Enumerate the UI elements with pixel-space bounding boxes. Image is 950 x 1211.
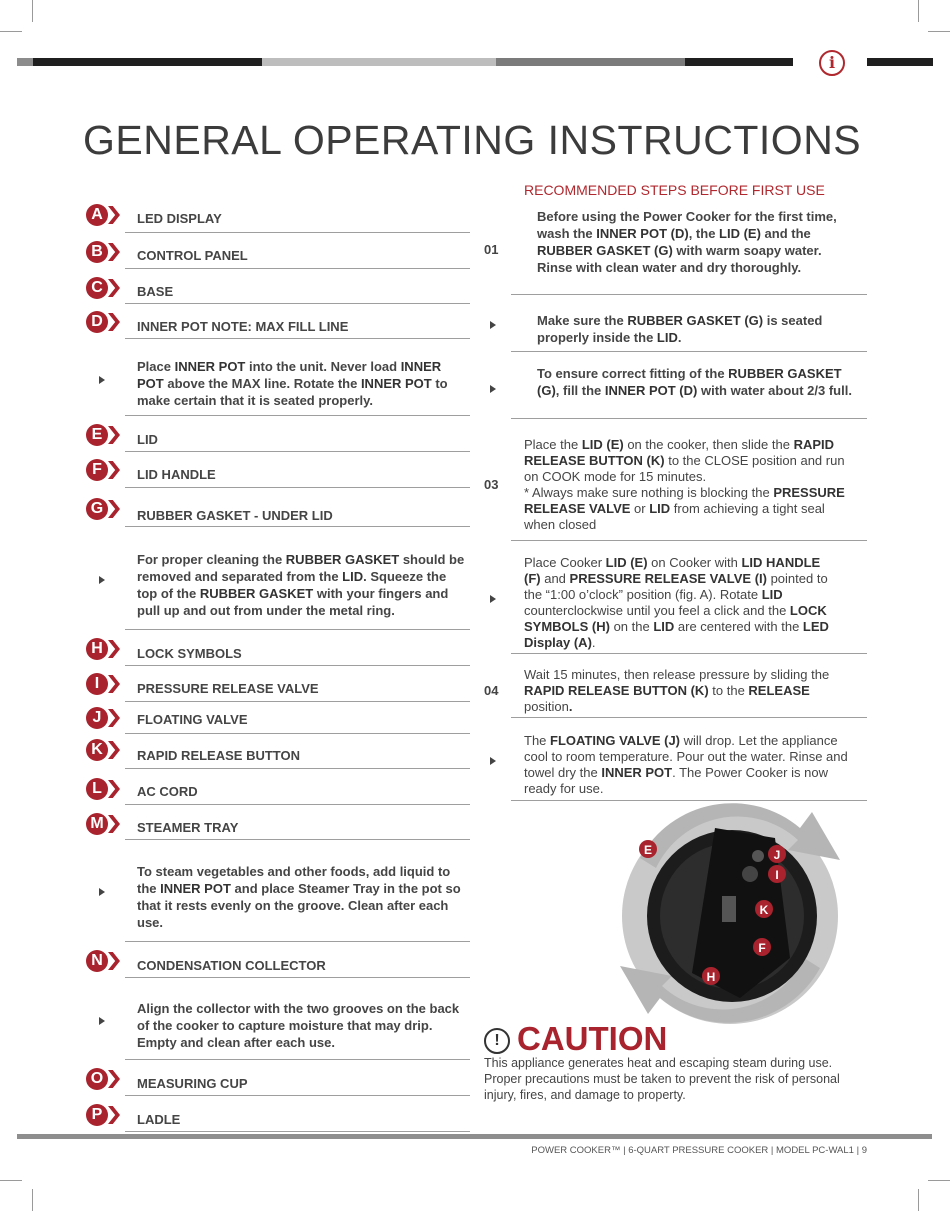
part-row-l: [83, 778, 470, 805]
figure-label-f: F: [758, 941, 766, 955]
part-label: LID: [137, 432, 158, 447]
emphasis: INNER POT: [601, 765, 673, 780]
divider: [125, 232, 470, 233]
badge-m: M: [86, 813, 108, 835]
top-bar-segment: [33, 58, 262, 66]
emphasis: INNER POT (D): [604, 383, 698, 398]
bullet-arrow-icon: [490, 595, 496, 603]
badge-j: J: [86, 707, 108, 729]
chevron-icon: [108, 500, 120, 518]
part-label: RUBBER GASKET - UNDER LID: [137, 508, 333, 523]
part-label: LID HANDLE: [137, 467, 216, 482]
divider: [125, 451, 470, 452]
divider: [125, 804, 470, 805]
badge-h: H: [86, 638, 108, 660]
emphasis: LID (E): [605, 555, 648, 570]
crop-mark: [0, 1180, 22, 1181]
part-row-i: [83, 673, 470, 702]
emphasis: LID: [342, 569, 364, 584]
step-number: 04: [484, 683, 499, 698]
emphasis: LID: [653, 619, 675, 634]
emphasis: RUBBER GASKET: [285, 552, 400, 567]
chevron-icon: [108, 709, 120, 727]
part-row-b: [83, 240, 470, 269]
badge-c: C: [86, 277, 108, 299]
top-bar-segment: [496, 58, 685, 66]
top-bar-segment: [867, 58, 933, 66]
chevron-icon: [108, 1106, 120, 1124]
pressure-cooker-illustration: [600, 798, 860, 1028]
part-row-p: [83, 1103, 470, 1132]
part-row-k: [83, 739, 470, 769]
chevron-icon: [108, 815, 120, 833]
chevron-icon: [108, 426, 120, 444]
crop-mark: [928, 31, 950, 32]
emphasis: LID: [649, 501, 671, 516]
badge-g: G: [86, 498, 108, 520]
part-row-g: [83, 497, 470, 527]
divider: [125, 526, 470, 527]
note-rubber-gasket: For proper cleaning the RUBBER GASKET should be removed and separated from the LID. Squeeze the top of the RUBBER GASKET with your fingers and pull up and out from under the metal ring.: [137, 552, 465, 618]
emphasis: .: [568, 699, 573, 714]
part-label: FLOATING VALVE: [137, 712, 248, 727]
divider: [125, 415, 470, 416]
bottom-bar: [17, 1134, 932, 1139]
divider: [125, 701, 470, 702]
emphasis: RUBBER GASKET: [199, 586, 314, 601]
part-label: AC CORD: [137, 784, 198, 799]
emphasis: LID: [761, 587, 783, 602]
chevron-icon: [108, 206, 120, 224]
bullet-arrow-icon: [99, 576, 105, 584]
step-number: 01: [484, 242, 499, 257]
part-row-a: [83, 203, 470, 233]
step-wash: Before using the Power Cooker for the first time, wash the INNER POT (D), the LID (E) and the RUBBER GASKET (G) with warm soapy water. Rinse with clean water and dry thoroughly.: [537, 209, 837, 275]
footer: POWER COOKER™ | 6-QUART PRESSURE COOKER | MODEL PC-WAL1 | 9: [531, 1145, 867, 1156]
bullet-arrow-icon: [490, 321, 496, 329]
part-row-o: [83, 1068, 470, 1096]
divider: [125, 733, 470, 734]
part-label: LED DISPLAY: [137, 211, 222, 226]
badge-f: F: [86, 459, 108, 481]
rapid-release-button: [722, 896, 736, 922]
part-row-m: [83, 812, 470, 840]
crop-mark: [918, 0, 919, 22]
divider: [511, 418, 867, 419]
part-row-j: [83, 707, 470, 734]
chevron-icon: [108, 780, 120, 798]
emphasis: RELEASE: [748, 683, 810, 698]
chevron-icon: [108, 952, 120, 970]
divider: [125, 629, 470, 630]
divider: [125, 338, 470, 339]
note-condensation: Align the collector with the two grooves on the back of the cooker to capture moisture that may drip. Empty and clean after each use.: [137, 1001, 460, 1050]
figure-label-k: K: [759, 903, 769, 917]
caution-heading: [484, 1020, 667, 1058]
divider: [125, 1059, 470, 1060]
chevron-icon: [108, 279, 120, 297]
emphasis: LOCK SYMBOLS (H): [524, 603, 827, 634]
part-row-n: [83, 950, 470, 978]
step-number: 03: [484, 477, 499, 492]
crop-mark: [32, 0, 33, 22]
recommended-steps-heading: RECOMMENDED STEPS BEFORE FIRST USE: [524, 182, 825, 198]
chevron-icon: [108, 741, 120, 759]
figure-label-e: E: [643, 843, 653, 857]
badge-i: I: [86, 673, 108, 695]
emphasis: RAPID RELEASE BUTTON (K): [524, 437, 835, 468]
bullet-arrow-icon: [99, 1017, 105, 1025]
bullet-arrow-icon: [490, 757, 496, 765]
top-bar-segment: [685, 58, 793, 66]
divider: [125, 1131, 470, 1132]
badge-e: E: [86, 424, 108, 446]
emphasis: LID (E): [581, 437, 624, 452]
emphasis: INNER POT: [360, 376, 432, 391]
divider: [125, 487, 470, 488]
part-label: LADLE: [137, 1112, 181, 1127]
emphasis: LID HANDLE (F): [524, 555, 821, 586]
part-label: RAPID RELEASE BUTTON: [137, 748, 300, 763]
bullet-arrow-icon: [490, 385, 496, 393]
crop-mark: [918, 1189, 919, 1211]
bullet-arrow-icon: [99, 376, 105, 384]
note-inner-pot: Place INNER POT into the unit. Never load INNER POT above the MAX line. Rotate the INNER POT to make certain that it is seated properly.: [137, 359, 448, 408]
badge-p: P: [86, 1104, 108, 1126]
badge-o: O: [86, 1068, 108, 1090]
part-label: INNER POT NOTE: MAX FILL LINE: [137, 319, 349, 334]
chevron-icon: [108, 461, 120, 479]
part-row-c: [83, 277, 470, 304]
top-bar-segment: [262, 58, 496, 66]
crop-mark: [0, 31, 22, 32]
emphasis: PRESSURE RELEASE VALVE (I): [569, 571, 767, 586]
badge-a: A: [86, 204, 108, 226]
part-label: STEAMER TRAY: [137, 820, 239, 835]
bullet-arrow-icon: [99, 888, 105, 896]
emphasis: LID (E): [719, 226, 761, 241]
part-row-e: [83, 424, 470, 452]
chevron-icon: [108, 675, 120, 693]
divider: [511, 294, 867, 295]
emphasis: RAPID RELEASE BUTTON (K): [524, 683, 709, 698]
step-release-pressure: Wait 15 minutes, then release pressure by sliding the RAPID RELEASE BUTTON (K) to the RELEASE position.: [524, 667, 830, 714]
divider: [511, 540, 867, 541]
step-run-cook: Place the LID (E) on the cooker, then slide the RAPID RELEASE BUTTON (K) to the CLOSE position and run on COOK mode for 15 minutes. * Always make sure nothing is blocking the PRESSURE RELEASE VALVE or LID from achieving a tight seal when closed: [524, 437, 845, 532]
emphasis: RUBBER GASKET (G): [627, 313, 764, 328]
emphasis: RUBBER GASKET (G): [537, 366, 842, 398]
emphasis: PRESSURE RELEASE VALVE: [524, 485, 845, 516]
caution-text: This appliance generates heat and escaping steam during use. Proper precautions must be taken to prevent the risk of personal injury, fires, and damage to property.: [484, 1056, 840, 1102]
divider: [125, 268, 470, 269]
part-label: PRESSURE RELEASE VALVE: [137, 681, 319, 696]
top-bar-segment: [17, 58, 33, 66]
emphasis: INNER POT (D): [596, 226, 689, 241]
divider: [125, 303, 470, 304]
info-icon: i: [819, 50, 845, 76]
divider: [125, 977, 470, 978]
part-label: BASE: [137, 284, 174, 299]
pressure-release-valve: [742, 866, 758, 882]
emphasis: INNER POT: [174, 359, 246, 374]
badge-l: L: [86, 778, 108, 800]
figure-label-j: J: [773, 848, 781, 862]
figure-label-i: I: [775, 868, 779, 882]
floating-valve: [752, 850, 764, 862]
step-place-lid: Place Cooker LID (E) on Cooker with LID HANDLE (F) and PRESSURE RELEASE VALVE (I) pointed to the “1:00 o’clock” position (fig. A). Rotate LID counterclockwise until you feel a click and the LOCK SYMBOLS (H) on the LID are centered with the LED Display (A).: [524, 555, 829, 650]
badge-d: D: [86, 311, 108, 333]
part-row-f: [83, 459, 470, 488]
part-row-d: [83, 311, 470, 339]
part-label: CONDENSATION COLLECTOR: [137, 958, 326, 973]
chevron-icon: [108, 640, 120, 658]
figure-label-h: H: [706, 970, 716, 984]
note-steamer-tray: To steam vegetables and other foods, add liquid to the INNER POT and place Steamer Tray in the pot so that it rests evenly on the groove. Clean after each use.: [137, 864, 461, 930]
divider: [125, 665, 470, 666]
part-label: CONTROL PANEL: [137, 248, 248, 263]
crop-mark: [32, 1189, 33, 1211]
page-title: GENERAL OPERATING INSTRUCTIONS: [83, 117, 862, 163]
exclamation-icon: !: [484, 1028, 510, 1054]
divider: [125, 1095, 470, 1096]
emphasis: FLOATING VALVE (J): [550, 733, 681, 748]
part-row-h: [83, 637, 470, 666]
badge-n: N: [86, 950, 108, 972]
part-label: LOCK SYMBOLS: [137, 646, 242, 661]
chevron-icon: [108, 1070, 120, 1088]
badge-b: B: [86, 241, 108, 263]
divider: [511, 351, 867, 352]
divider: [511, 653, 867, 654]
step-gasket-seated: Make sure the RUBBER GASKET (G) is seated properly inside the LID.: [537, 313, 823, 345]
divider: [125, 839, 470, 840]
chevron-icon: [108, 243, 120, 261]
divider: [125, 941, 470, 942]
emphasis: LID: [656, 330, 678, 345]
emphasis: INNER POT: [137, 359, 442, 391]
emphasis: LED Display (A): [524, 619, 829, 650]
emphasis: RUBBER GASKET (G): [537, 243, 673, 258]
part-label: MEASURING CUP: [137, 1076, 248, 1091]
crop-mark: [928, 1180, 950, 1181]
divider: [511, 717, 867, 718]
badge-k: K: [86, 739, 108, 761]
divider: [125, 768, 470, 769]
step-fill-water: To ensure correct fitting of the RUBBER GASKET (G), fill the INNER POT (D) with water about 2/3 full.: [537, 366, 852, 398]
step-cool-down: The FLOATING VALVE (J) will drop. Let the appliance cool to room temperature. Pour out the water. Rinse and towel dry the INNER POT. The Power Cooker is now ready for use.: [524, 733, 848, 796]
emphasis: INNER POT: [160, 881, 231, 896]
caution-title: CAUTION: [517, 1020, 668, 1057]
chevron-icon: [108, 313, 120, 331]
